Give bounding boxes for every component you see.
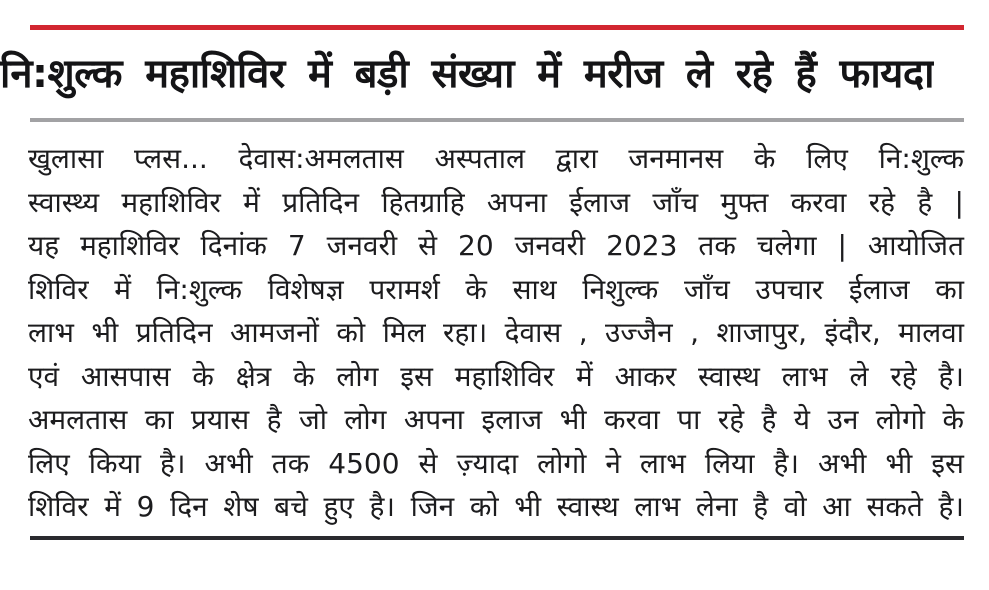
news-clipping	[0, 25, 989, 590]
body-line: शिविर में नि:शुल्क विशेषज्ञ परामर्श के साथ निशुल्क जाँच उपचार ईलाज का	[28, 272, 964, 306]
body-line: खुलासा प्लस... देवास:अमलतास अस्पताल द्वारा जनमानस के लिए नि:शुल्क	[28, 142, 964, 175]
body-line: एवं आसपास के क्षेत्र के लोग इस महाशिविर में आकर स्वास्थ लाभ ले रहे है।	[28, 359, 964, 393]
article-body	[28, 137, 964, 529]
body-line: लाभ भी प्रतिदिन आमजनों को मिल रहा। देवास , उज्जैन , शाजापुर, इंदौर, मालवा	[28, 316, 964, 349]
body-line: स्वास्थ्य महाशिविर में प्रतिदिन हितग्राहि अपना ईलाज जाँच मुफ्त करवा रहे है |	[28, 185, 964, 219]
body-line: यह महाशिविर दिनांक 7 जनवरी से 20 जनवरी 2023 तक चलेगा | आयोजित	[28, 229, 964, 262]
bottom-rule	[30, 536, 964, 540]
headline: नि:शुल्क महाशिविर में बड़ी संख्या में मरीज ले रहे हैं फायदा	[0, 51, 934, 97]
body-line: लिए किया है। अभी तक 4500 से ज़्यादा लोगो ने लाभ लिया है। अभी भी इस	[28, 446, 964, 480]
body-line: अमलतास का प्रयास है जो लोग अपना इलाज भी करवा पा रहे है ये उन लोगो के	[28, 403, 964, 436]
body-line: शिविर में 9 दिन शेष बचे हुए है। जिन को भी स्वास्थ लाभ लेना है वो आ सकते है।	[28, 490, 964, 523]
headline-divider	[30, 118, 964, 122]
